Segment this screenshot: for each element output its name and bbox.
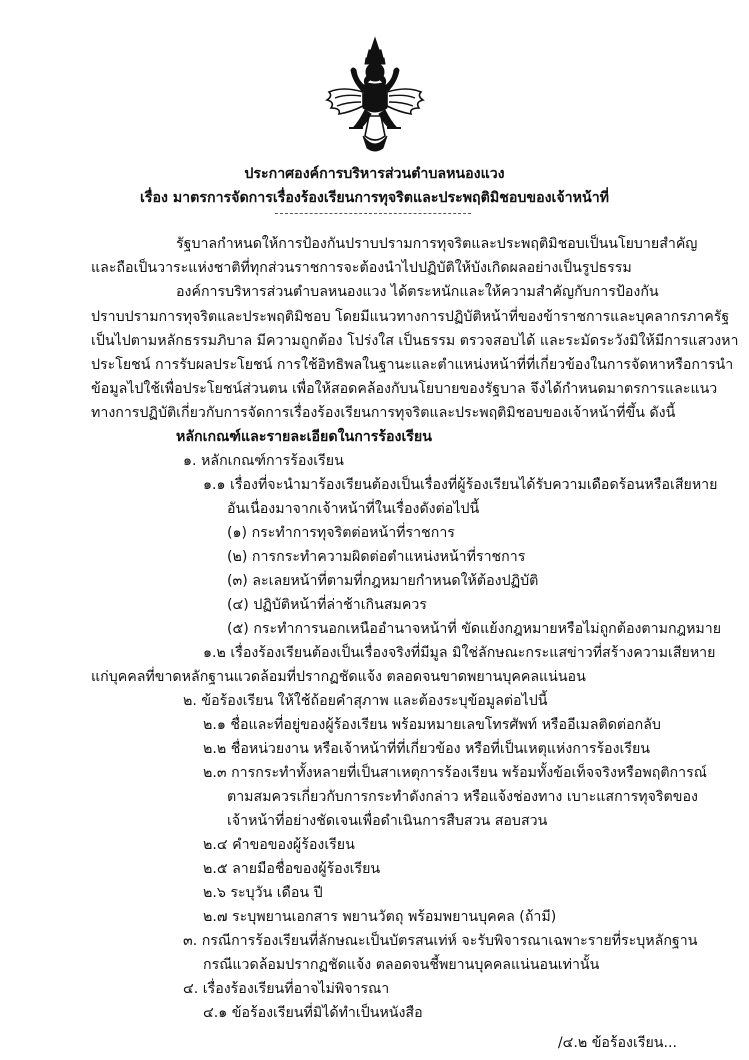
intro-line: ปราบปรามการทุจริตและประพฤติมิชอบ โดยมีแนวทางการปฏิบัติหน้าที่ของข้าราชการและบุคลากรภาครัฐ <box>91 309 730 325</box>
document-subject: เรื่อง มาตรการจัดการเรื่องร้องเรียนการทุจริตและประพฤติมิชอบของเจ้าหน้าที่ <box>139 190 610 206</box>
clause-4-1: ๔.๑ ข้อร้องเรียนที่มิได้ทำเป็นหนังสือ <box>203 1005 423 1021</box>
title-divider <box>275 213 471 214</box>
clause-1-2: ๑.๒ เรื่องร้องเรียนต้องเป็นเรื่องจริงที่มีมูล มิใช่ลักษณะกระแสข่าวที่สร้างความเสียหาย <box>203 645 716 661</box>
clause-2-1: ๒.๑ ชื่อและที่อยู่ของผู้ร้องเรียน พร้อมหมายเลขโทรศัพท์ หรืออีเมลติดต่อกลับ <box>203 717 661 733</box>
intro-line: ทางการปฏิบัติเกี่ยวกับการจัดการเรื่องร้องเรียนการทุจริตและประพฤติมิชอบของเจ้าหน้าที่ขึ้น ดังนี้ <box>91 405 676 421</box>
list-item: (๑) กระทำการทุจริตต่อหน้าที่ราชการ <box>227 525 455 541</box>
clause-1-1: ๑.๑ เรื่องที่จะนำมาร้องเรียนต้องเป็นเรื่องที่ผู้ร้องเรียนได้รับความเดือดร้อนหรือเสียหาย <box>203 477 718 493</box>
list-item: (๔) ปฏิบัติหน้าที่ล่าช้าเกินสมควร <box>227 597 427 613</box>
list-item: (๒) การกระทำความผิดต่อตำแหน่งหน้าที่ราชการ <box>227 549 526 565</box>
intro-line: และถือเป็นวาระแห่งชาติที่ทุกส่วนราชการจะต้องนำไปปฏิบัติให้บังเกิดผลอย่างเป็นรูปธรรม <box>91 260 632 276</box>
clause-2-7: ๒.๗ ระบุพยานเอกสาร พยานวัตถุ พร้อมพยานบุคคล (ถ้ามี) <box>203 909 557 925</box>
intro-line: รัฐบาลกำหนดให้การป้องกันปราบปรามการทุจริตและประพฤติมิชอบเป็นนโยบายสำคัญ <box>176 236 698 252</box>
intro-line: องค์การบริหารส่วนตำบลหนองแวง ได้ตระหนักและให้ความสำคัญกับการป้องกัน <box>176 284 659 300</box>
clause-text: อันเนื่องมาจากเจ้าหน้าที่ในเรื่องดังต่อไปนี้ <box>227 501 480 517</box>
clause-2-4: ๒.๔ คำขอของผู้ร้องเรียน <box>203 837 355 853</box>
intro-line: ประโยชน์ การรับผลประโยชน์ การใช้อิทธิพลในฐานะและตำแหน่งหน้าที่ที่เกี่ยวข้องในการจัดหาหรือการนำ <box>91 357 734 373</box>
page-continuation: /๔.๒ ข้อร้องเรียน... <box>557 1035 677 1051</box>
clause-2: ๒. ข้อร้องเรียน ให้ใช้ถ้อยคำสุภาพ และต้องระบุข้อมูลต่อไปนี้ <box>183 693 548 709</box>
list-item: (๓) ละเลยหน้าที่ตามที่กฎหมายกำหนดให้ต้องปฏิบัติ <box>227 573 539 589</box>
clause-2-3: ๒.๓ การกระทำทั้งหลายที่เป็นสาเหตุการร้องเรียน พร้อมทั้งข้อเท็จจริงหรือพฤติการณ์ <box>203 765 707 781</box>
intro-line: ข้อมูลไปใช้เพื่อประโยชน์ส่วนตน เพื่อให้สอดคล้องกับนโยบายของรัฐบาล จึงได้กำหนดมาตรการและแนว <box>91 381 718 397</box>
clause-text: แก่บุคคลที่ขาดหลักฐานแวดล้อมที่ปรากฏชัดแจ้ง ตลอดจนขาดพยานบุคคลแน่นอน <box>91 669 586 685</box>
clause-4: ๔. เรื่องร้องเรียนที่อาจไม่พิจารณา <box>183 981 390 997</box>
document-title: ประกาศองค์การบริหารส่วนตำบลหนองแวง <box>244 166 505 182</box>
intro-line: เป็นไปตามหลักธรรมภิบาล มีความถูกต้อง โปร่งใส เป็นธรรม ตรวจสอบได้ และระมัดระวังมิให้มีการแสวงหา <box>91 333 739 349</box>
clause-3: ๓. กรณีการร้องเรียนที่ลักษณะเป็นบัตรสนเท่ห์ จะรับพิจารณาเฉพาะรายที่ระบุหลักฐาน <box>183 933 698 949</box>
clause-text: กรณีแวดล้อมปรากฏชัดแจ้ง ตลอดจนชี้พยานบุคคลแน่นอนเท่านั้น <box>203 957 600 973</box>
list-item: (๕) กระทำการนอกเหนืออำนาจหน้าที่ ขัดแย้งกฎหมายหรือไม่ถูกต้องตามกฎหมาย <box>227 621 722 637</box>
garuda-emblem <box>323 36 427 154</box>
clause-2-6: ๒.๖ ระบุวัน เดือน ปี <box>203 885 323 901</box>
clause-2-5: ๒.๕ ลายมือชื่อของผู้ร้องเรียน <box>203 861 381 877</box>
clause-1: ๑. หลักเกณฑ์การร้องเรียน <box>183 453 344 469</box>
section-heading: หลักเกณฑ์และรายละเอียดในการร้องเรียน <box>176 429 432 445</box>
clause-text: เจ้าหน้าที่อย่างชัดเจนเพื่อดำเนินการสืบสวน สอบสวน <box>227 813 548 829</box>
clause-text: ตามสมควรเกี่ยวกับการกระทำดังกล่าว หรือแจ้งช่องทาง เบาะแสการทุจริตของ <box>227 789 698 805</box>
clause-2-2: ๒.๒ ชื่อหน่วยงาน หรือเจ้าหน้าที่ที่เกี่ยวข้อง หรือที่เป็นเหตุแห่งการร้องเรียน <box>203 741 650 757</box>
